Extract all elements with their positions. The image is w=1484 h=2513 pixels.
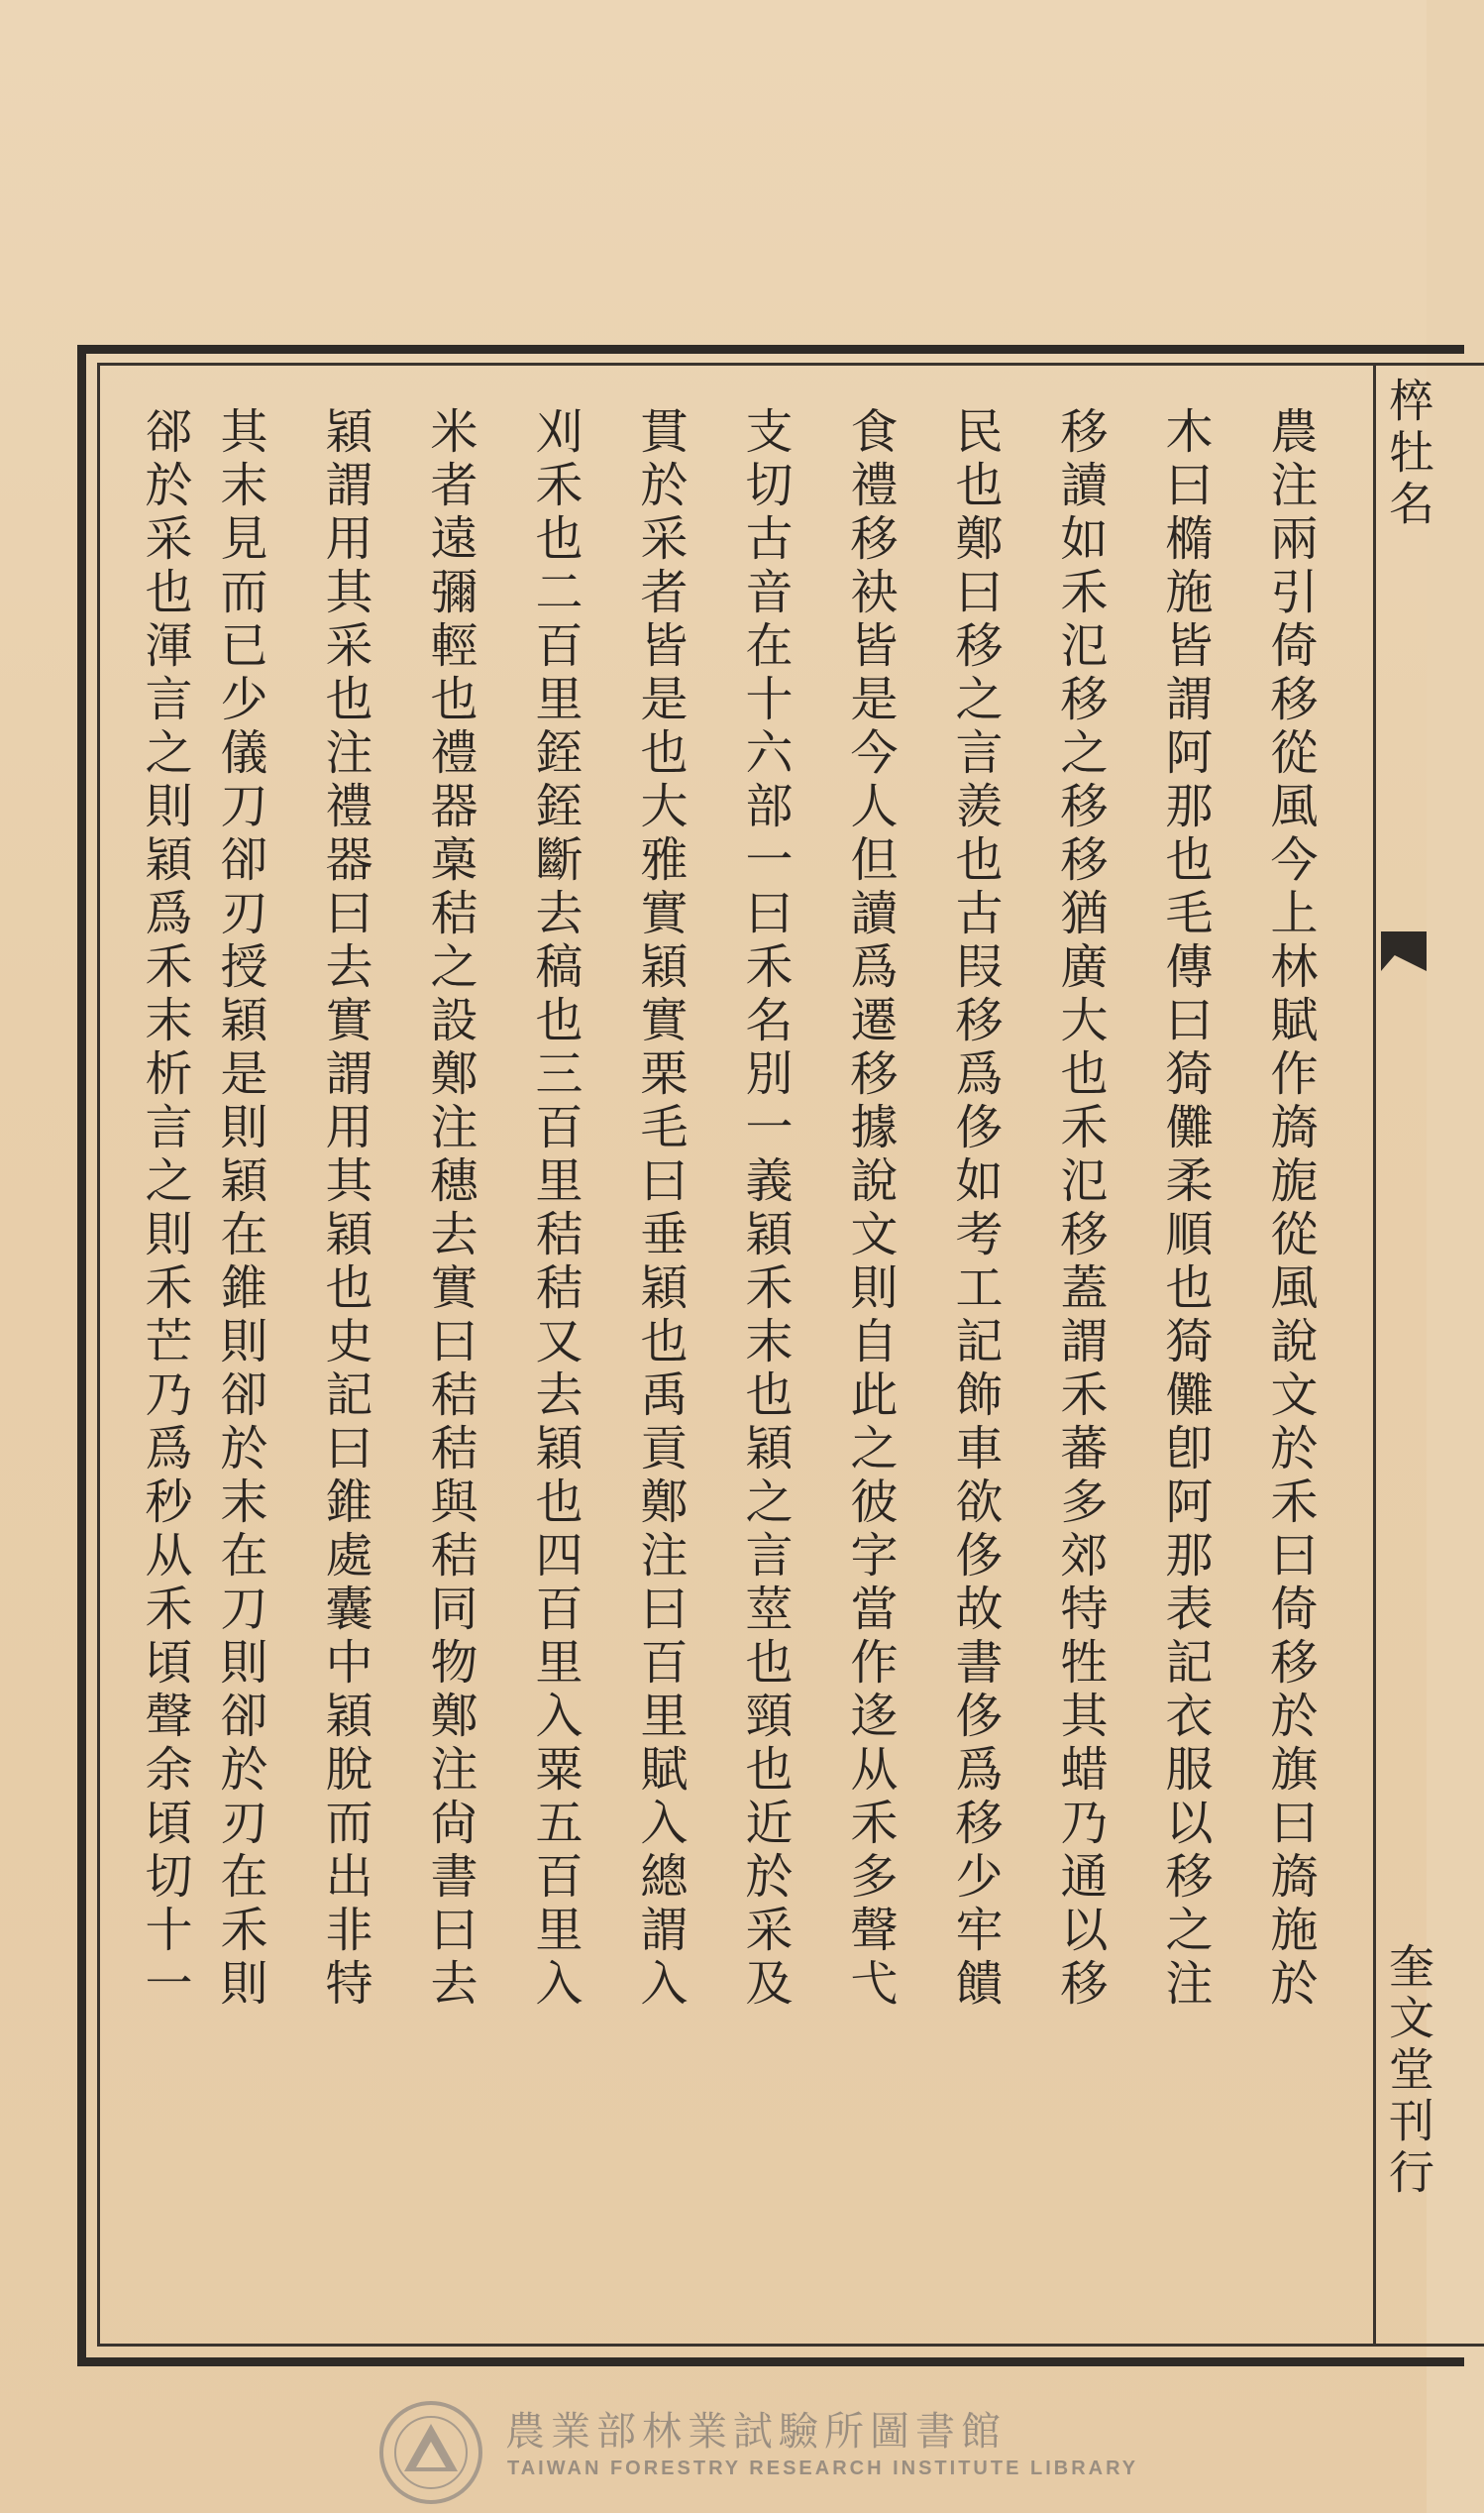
text-column-7: 貫於采者皆是也大雅實穎實栗毛曰垂穎也禹貢鄭注曰百里賦入總謂入 [632,406,688,2012]
margin-title: 椊牡名 [1382,377,1435,531]
margin-publisher: 奎文堂刊行 [1382,1942,1435,2200]
text-column-11: 其末見而已少儀刀卻刃授穎是則穎在錐則卻於末在刀則卻於刃在禾則 [212,406,267,2012]
library-seal-icon [376,2398,485,2507]
library-watermark [376,2398,1139,2497]
margin-rule [1373,363,1376,2347]
text-column-1: 農注兩引倚移從風今上林賦作旖旎從風說文於禾曰倚移於旗曰旖施於 [1262,406,1318,2012]
text-column-8: 刈禾也二百里銍銍斷去稿也三百里秸秸又去穎也四百里入粟五百里入 [527,406,583,2012]
text-column-9: 米者遠彌輕也禮器槀秸之設鄭注穗去實曰秸秸與秸同物鄭注尙書曰去 [422,406,477,2012]
text-column-2: 木曰橢施皆謂阿那也毛傳曰猗儺柔順也猗儺卽阿那表記衣服以移之注 [1157,406,1213,2012]
text-column-3: 移讀如禾氾移之移移猶廣大也禾氾移蓋謂禾蕃多郊特牲其蜡乃通以移 [1052,406,1108,2012]
text-column-6: 支切古音在十六部一曰禾名別一義穎禾末也穎之言莖也頸也近於采及 [737,406,793,2012]
library-name-english: TAIWAN FORESTRY RESEARCH INSTITUTE LIBRARY [507,2458,1139,2479]
text-column-12: 郤於采也渾言之則穎爲禾末析言之則禾芒乃爲秒从禾頃聲余頃切十一 [137,406,192,2012]
text-column-4: 民也鄭曰移之言羨也古叚移爲侈如考工記飾車欲侈故書侈爲移少牢饋 [947,406,1003,2012]
text-column-5: 食禮移袂皆是今人但讀爲遷移據說文則自此之彼字當作迻从禾多聲弋 [842,406,898,2012]
library-name-chinese: 農業部林業試驗所圖書館 [505,2409,1007,2455]
text-column-10: 穎謂用其采也注禮器曰去實謂用其穎也史記曰錐處囊中穎脫而出非特 [317,406,372,2012]
